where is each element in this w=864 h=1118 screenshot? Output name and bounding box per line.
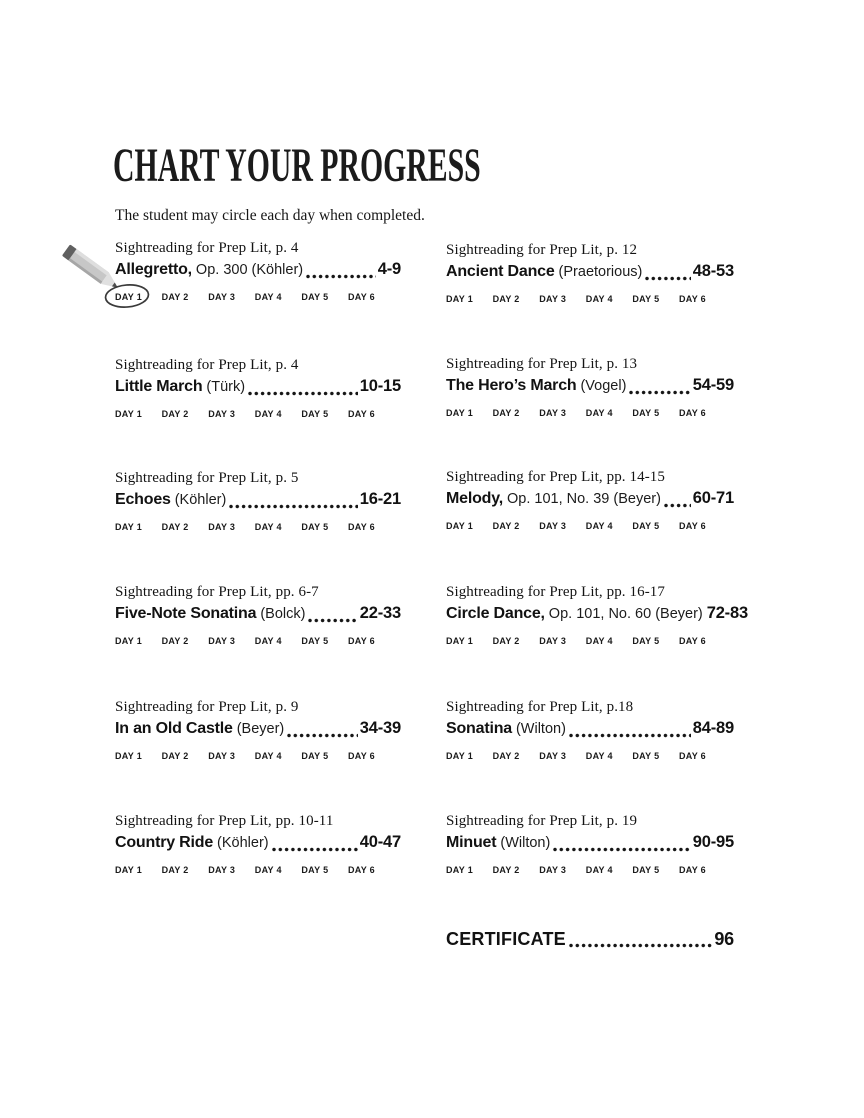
- day-label: DAY 4: [254, 865, 282, 875]
- day-label: DAY 4: [585, 636, 613, 646]
- day-label: DAY 2: [492, 294, 520, 304]
- day-label: DAY 3: [208, 522, 236, 532]
- dot-leader: [307, 608, 357, 625]
- annotation-overlay: [58, 236, 168, 318]
- entry-pages: 40-47: [359, 833, 401, 851]
- day-row: [446, 865, 734, 875]
- day-label: DAY 4: [254, 636, 282, 646]
- day-label: DAY 3: [539, 408, 567, 418]
- entry-title: Melody,: [446, 490, 503, 507]
- toc-entry: [446, 813, 734, 875]
- day-label: DAY 5: [632, 408, 660, 418]
- day-label: DAY 2: [492, 751, 520, 761]
- day-row: [446, 636, 734, 646]
- day-row: [115, 409, 401, 419]
- day-label: DAY 1: [446, 751, 474, 761]
- day-label: DAY 3: [208, 292, 236, 302]
- dot-leader: [663, 493, 691, 510]
- day-row: [115, 751, 401, 761]
- day-label: DAY 4: [585, 521, 613, 531]
- day-label: DAY 5: [301, 409, 329, 419]
- day-label: DAY 1: [446, 636, 474, 646]
- entry-title: In an Old Castle: [115, 720, 233, 737]
- entry-caption: Sightreading for Prep Lit, p.18: [446, 699, 634, 715]
- entry-caption: Sightreading for Prep Lit, pp. 16-17: [446, 584, 665, 600]
- entry-caption: Sightreading for Prep Lit, p. 4: [115, 240, 299, 256]
- day-label: DAY 1: [115, 636, 143, 646]
- entry-title-line: [115, 376, 401, 398]
- entry-pages: 10-15: [359, 377, 401, 395]
- entry-caption: Sightreading for Prep Lit, p. 9: [115, 699, 299, 715]
- page-subtitle: The student may circle each day when completed.: [115, 207, 425, 224]
- dot-leader: [568, 723, 691, 740]
- day-label: DAY 2: [492, 408, 520, 418]
- day-label: DAY 2: [161, 292, 189, 302]
- day-label: DAY 6: [678, 636, 706, 646]
- dot-leader: [305, 264, 376, 281]
- entry-caption: Sightreading for Prep Lit, pp. 6-7: [115, 584, 319, 600]
- day-label: DAY 1: [115, 865, 143, 875]
- dot-leader: [228, 494, 358, 511]
- day-label: DAY 1: [115, 409, 143, 419]
- entry-title: Allegretto,: [115, 261, 192, 278]
- entry-detail: (Köhler): [174, 492, 227, 508]
- day-label: DAY 2: [161, 522, 189, 532]
- day-label: DAY 2: [161, 751, 189, 761]
- day1-circle-annotation: [105, 283, 150, 309]
- dot-leader: [247, 381, 358, 398]
- day-label: DAY 5: [632, 865, 660, 875]
- toc-entry: [115, 357, 401, 419]
- day-label: DAY 6: [678, 521, 706, 531]
- toc-entry: [446, 584, 748, 646]
- day-label: DAY 6: [347, 751, 375, 761]
- day-label: DAY 6: [347, 409, 375, 419]
- toc-entry: [115, 584, 401, 646]
- entry-pages: 72-83: [706, 604, 748, 622]
- day-label: DAY 3: [539, 865, 567, 875]
- day-label: DAY 5: [301, 292, 329, 302]
- day-label: DAY 6: [678, 408, 706, 418]
- day-label: DAY 3: [208, 636, 236, 646]
- day-label: DAY 6: [347, 522, 375, 532]
- day-label: DAY 2: [161, 409, 189, 419]
- entry-pages: 84-89: [692, 719, 734, 737]
- certificate-label: CERTIFICATE: [446, 929, 566, 949]
- day-label: DAY 1: [446, 521, 474, 531]
- day-label: DAY 3: [208, 751, 236, 761]
- entry-caption: Sightreading for Prep Lit, pp. 10-11: [115, 813, 334, 829]
- entry-title-line: [115, 718, 401, 740]
- day-label: DAY 2: [492, 521, 520, 531]
- day-label: DAY 6: [347, 636, 375, 646]
- toc-entry: [446, 242, 734, 304]
- entry-detail: (Vogel): [580, 378, 627, 394]
- entry-title-line: [115, 832, 401, 854]
- day-row: [446, 521, 734, 531]
- toc-entry: [115, 470, 401, 532]
- day-label: DAY 2: [161, 865, 189, 875]
- entry-pages: 22-33: [359, 604, 401, 622]
- day-row: [115, 636, 401, 646]
- toc-entry: [115, 813, 401, 875]
- entry-title: Minuet: [446, 834, 497, 851]
- entry-title-line: [446, 488, 734, 510]
- entry-title: Echoes: [115, 491, 171, 508]
- entry-title-line: [446, 603, 748, 625]
- day-label: DAY 2: [492, 865, 520, 875]
- day-label: DAY 2: [161, 636, 189, 646]
- day-label: DAY 1: [115, 292, 143, 302]
- dot-leader: [552, 837, 690, 854]
- entry-detail: Op. 300 (Köhler): [195, 262, 304, 278]
- day-label: DAY 4: [585, 751, 613, 761]
- entry-title-line: [446, 832, 734, 854]
- entry-pages: 34-39: [359, 719, 401, 737]
- day-label: DAY 3: [539, 294, 567, 304]
- dot-leader: [286, 723, 358, 740]
- day-row: [446, 751, 734, 761]
- entry-pages: 48-53: [692, 262, 734, 280]
- day-label: DAY 5: [301, 522, 329, 532]
- day-label: DAY 1: [115, 522, 143, 532]
- day-label: DAY 6: [678, 294, 706, 304]
- day-label: DAY 3: [539, 521, 567, 531]
- day-label: DAY 4: [254, 292, 282, 302]
- day-label: DAY 4: [585, 294, 613, 304]
- day-label: DAY 1: [446, 408, 474, 418]
- entry-caption: Sightreading for Prep Lit, pp. 14-15: [446, 469, 665, 485]
- day-label: DAY 1: [446, 294, 474, 304]
- day-label: DAY 6: [347, 865, 375, 875]
- day-row: [446, 408, 734, 418]
- entry-caption: Sightreading for Prep Lit, p. 5: [115, 470, 299, 486]
- dot-leader: [644, 266, 690, 283]
- day-label: DAY 5: [301, 636, 329, 646]
- day-label: DAY 5: [632, 636, 660, 646]
- day-label: DAY 4: [585, 865, 613, 875]
- entry-pages: 54-59: [692, 376, 734, 394]
- day-label: DAY 3: [539, 751, 567, 761]
- entry-detail: (Wilton): [500, 835, 551, 851]
- day-label: DAY 3: [539, 636, 567, 646]
- day-label: DAY 3: [208, 865, 236, 875]
- entry-pages: 16-21: [359, 490, 401, 508]
- day-label: DAY 5: [301, 865, 329, 875]
- entry-title-line: [446, 261, 734, 283]
- entry-pages: 90-95: [692, 833, 734, 851]
- day-label: DAY 3: [208, 409, 236, 419]
- day-label: DAY 6: [678, 865, 706, 875]
- entry-title-line: [115, 603, 401, 625]
- day-label: DAY 1: [446, 865, 474, 875]
- entry-detail: (Praetorious): [558, 264, 643, 280]
- day-label: DAY 4: [254, 522, 282, 532]
- entry-detail: Op. 101, No. 39 (Beyer): [506, 491, 661, 507]
- day-label: DAY 4: [254, 409, 282, 419]
- certificate-pages: 96: [714, 929, 734, 949]
- toc-entry: [446, 356, 734, 418]
- entry-title: Five-Note Sonatina: [115, 605, 257, 622]
- dot-leader: [271, 837, 358, 854]
- day-row: [115, 522, 401, 532]
- entry-title: Little March: [115, 378, 203, 395]
- toc-entry: [446, 469, 734, 531]
- entry-title-line: [115, 489, 401, 511]
- day-label: DAY 5: [632, 294, 660, 304]
- entry-detail: (Wilton): [515, 721, 566, 737]
- certificate-line: [446, 929, 734, 950]
- entry-title: Sonatina: [446, 720, 512, 737]
- entry-detail: (Türk): [206, 379, 246, 395]
- day-label: DAY 5: [632, 521, 660, 531]
- entry-caption: Sightreading for Prep Lit, p. 12: [446, 242, 638, 258]
- dot-leader: [628, 380, 690, 397]
- entry-title: Ancient Dance: [446, 263, 555, 280]
- day-label: DAY 5: [301, 751, 329, 761]
- entry-caption: Sightreading for Prep Lit, p. 13: [446, 356, 638, 372]
- page-title: CHART YOUR PROGRESS: [113, 139, 481, 192]
- entry-caption: Sightreading for Prep Lit, p. 4: [115, 357, 299, 373]
- entry-pages: 60-71: [692, 489, 734, 507]
- day-label: DAY 4: [585, 408, 613, 418]
- day-label: DAY 2: [492, 636, 520, 646]
- day-label: DAY 6: [347, 292, 375, 302]
- entry-detail: (Bolck): [260, 606, 306, 622]
- day-row: [115, 865, 401, 875]
- entry-pages: 4-9: [377, 260, 401, 278]
- day-label: DAY 6: [678, 751, 706, 761]
- entry-title: The Hero’s March: [446, 377, 577, 394]
- entry-detail: Op. 101, No. 60 (Beyer): [548, 606, 703, 622]
- dot-leader: [568, 933, 713, 950]
- entry-title: Country Ride: [115, 834, 214, 851]
- entry-title: Circle Dance,: [446, 605, 545, 622]
- entry-title-line: [446, 718, 734, 740]
- day-label: DAY 5: [632, 751, 660, 761]
- toc-entry: [446, 699, 734, 761]
- day-label: DAY 1: [115, 751, 143, 761]
- entry-detail: (Beyer): [236, 721, 285, 737]
- certificate-row: [446, 927, 734, 950]
- day-label: DAY 4: [254, 751, 282, 761]
- toc-entry: [115, 699, 401, 761]
- entry-title-line: [446, 375, 734, 397]
- day-row: [446, 294, 734, 304]
- pencil-icon: [62, 244, 122, 293]
- entry-caption: Sightreading for Prep Lit, p. 19: [446, 813, 638, 829]
- entry-detail: (Köhler): [217, 835, 269, 851]
